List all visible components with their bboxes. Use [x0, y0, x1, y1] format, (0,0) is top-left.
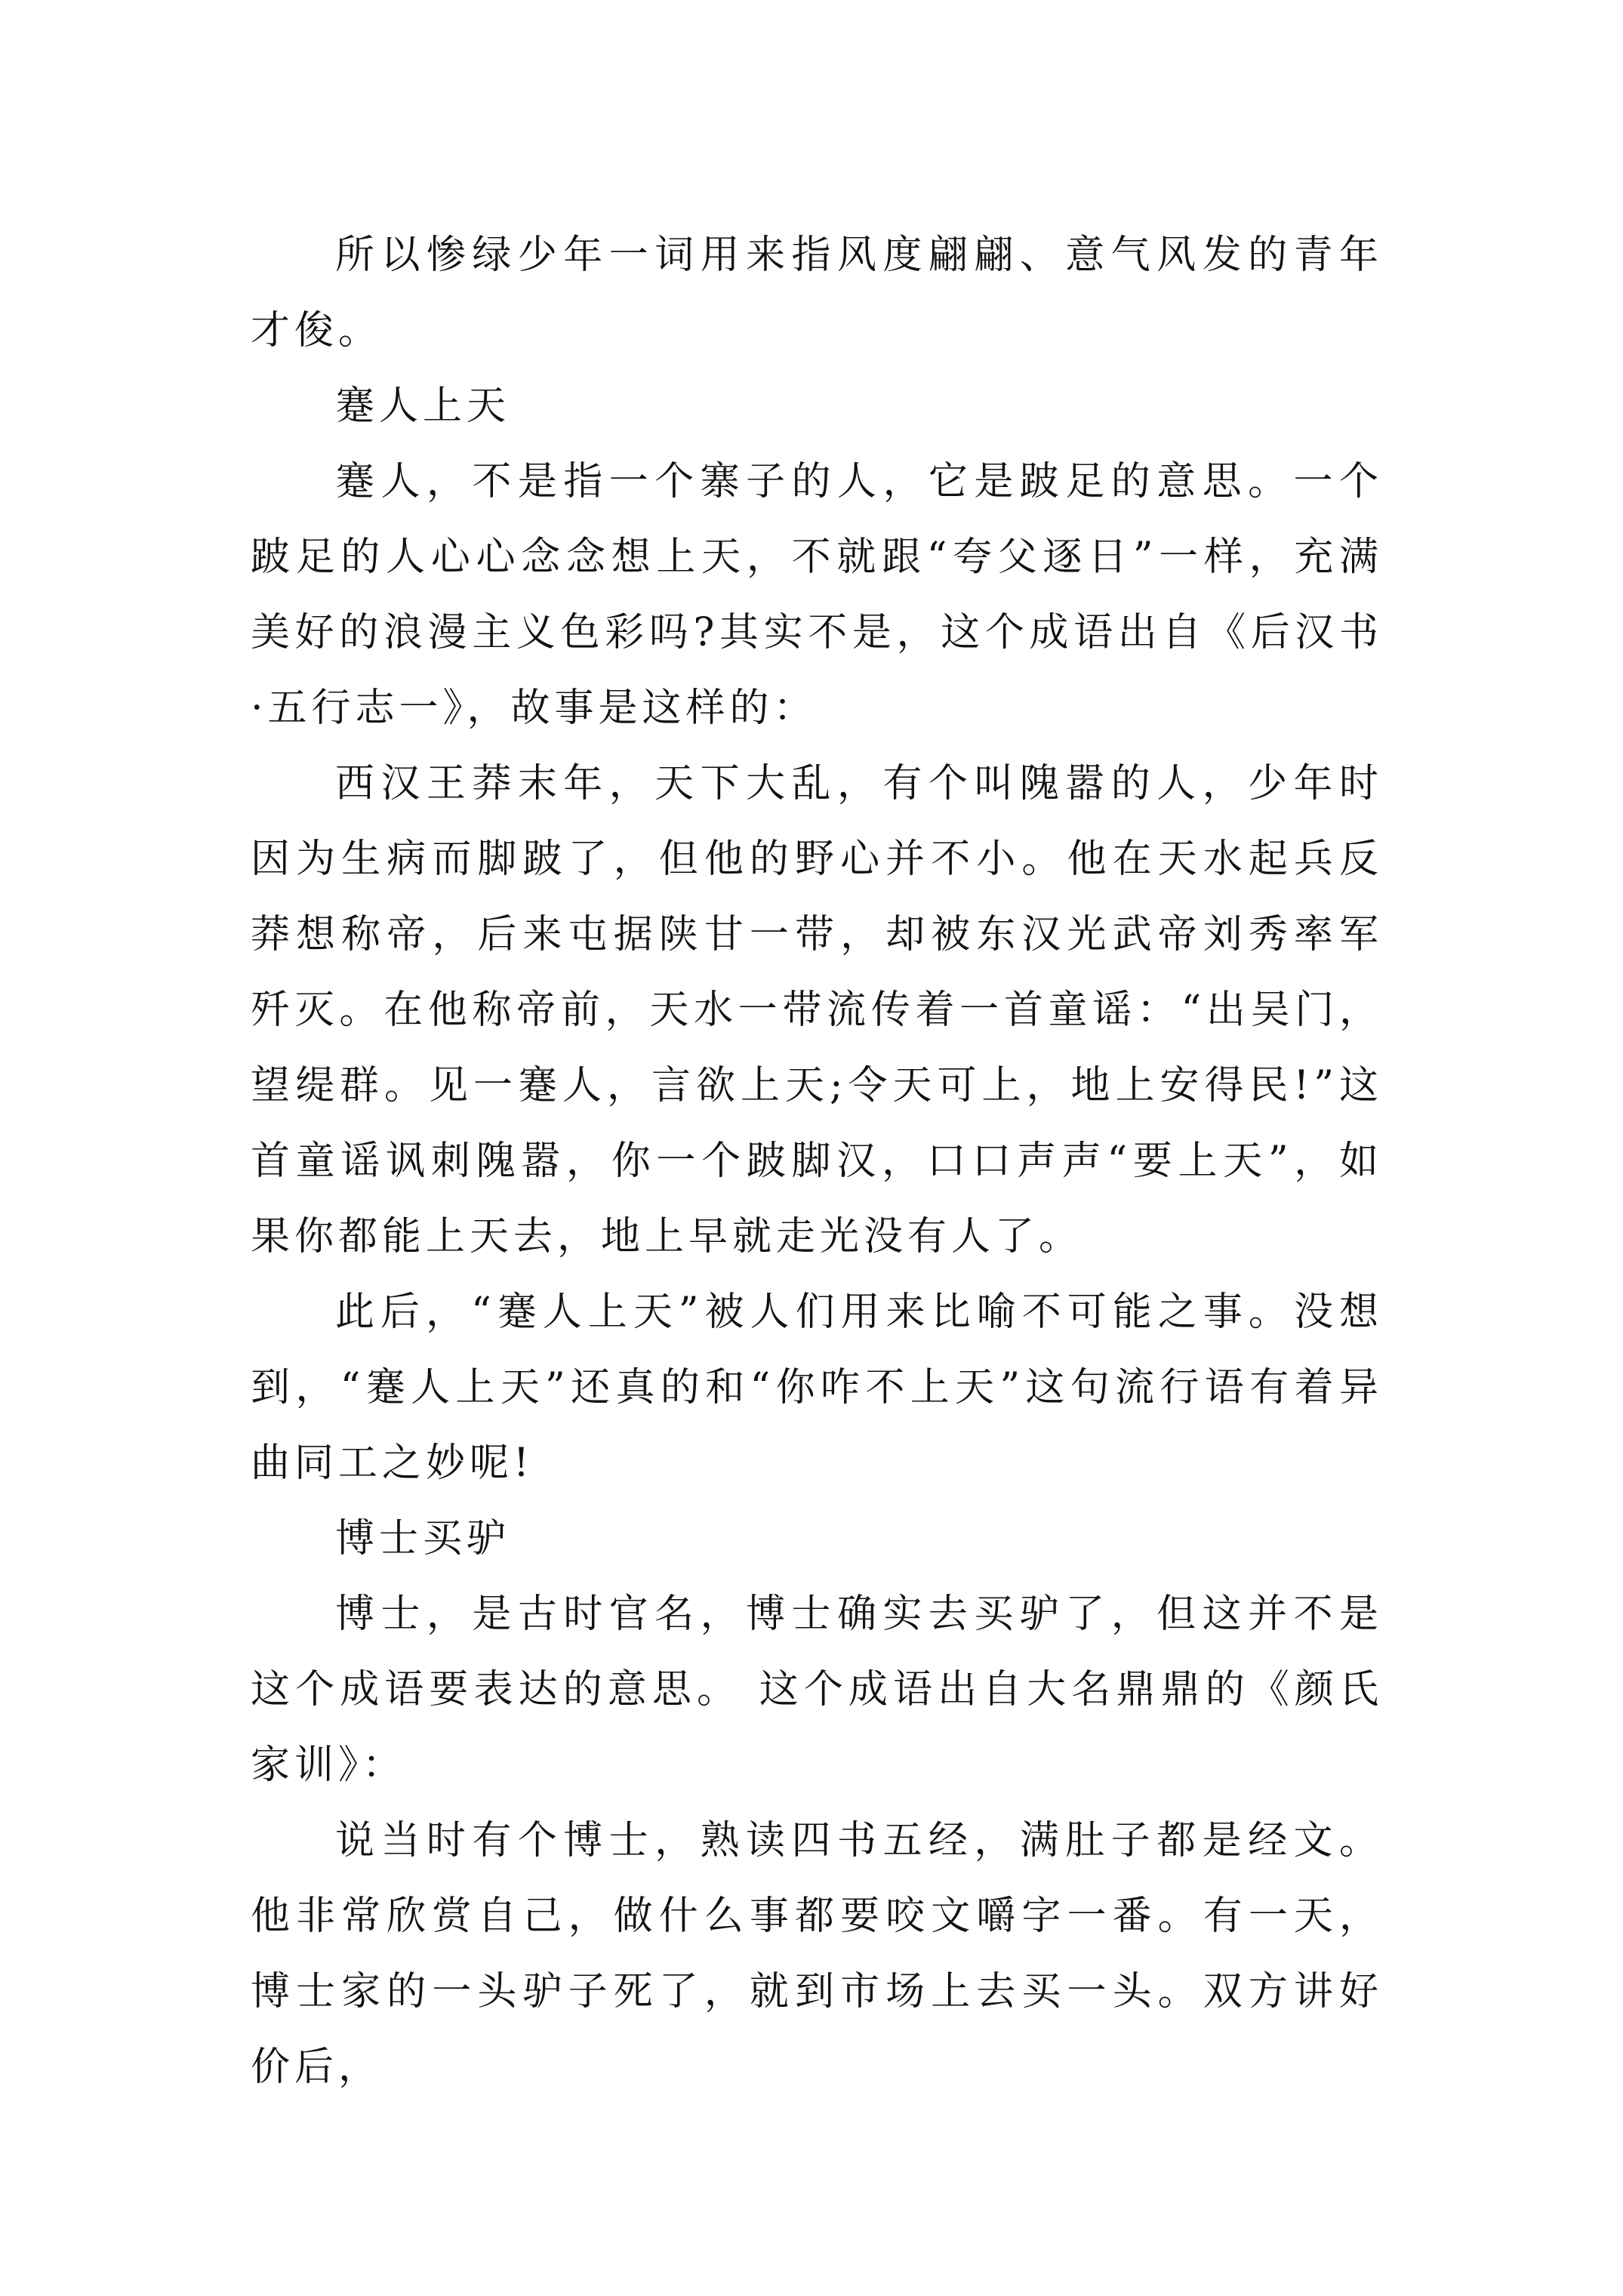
- paragraph: 此后，“蹇人上天”被人们用来比喻不可能之事。没想到，“蹇人上天”还真的和“你咋不上天”这句流行语有着异曲同工之妙呢!: [251, 1290, 1383, 1486]
- section-heading: 博士买驴: [335, 1516, 511, 1561]
- section-heading: 蹇人上天: [335, 384, 511, 429]
- paragraph: 说当时有个博士，熟读四书五经，满肚子都是经文。他非常欣赏自己，做什么事都要咬文嚼字一番。有一天，博士家的一头驴子死了，就到市场上去买一头。双方讲好价后，: [251, 1818, 1383, 2090]
- paragraph: 博士，是古时官名，博士确实去买驴了，但这并不是这个成语要表达的意思。 这个成语出自大名鼎鼎的《颜氏家训》：: [251, 1592, 1383, 1788]
- document-body: [251, 217, 1383, 2105]
- paragraph: 蹇人，不是指一个寨子的人，它是跛足的意思。一个跛足的人心心念念想上天，不就跟“夸父逐日”一样，充满美好的浪漫主义色彩吗?其实不是，这个成语出自《后汉书·五行志一》，故事是这样的：: [251, 459, 1383, 731]
- paragraph: 所以惨绿少年一词用来指风度翩翩、意气风发的青年才俊。: [251, 233, 1383, 353]
- paragraph: 西汉王莽末年，天下大乱，有个叫隗嚣的人，少年时因为生病而脚跛了，但他的野心并不小。他在天水起兵反莽想称帝，后来屯据陕甘一带，却被东汉光武帝刘秀率军歼灭。在他称帝前，天水一带流传着一首童谣：“出吴门，望缇群。见一蹇人，言欲上天;令天可上，地上安得民!”这首童谣讽刺隗嚣，你一个跛脚汉，口口声声“要上天”，如果你都能上天去，地上早就走光没有人了。: [251, 761, 1383, 1259]
